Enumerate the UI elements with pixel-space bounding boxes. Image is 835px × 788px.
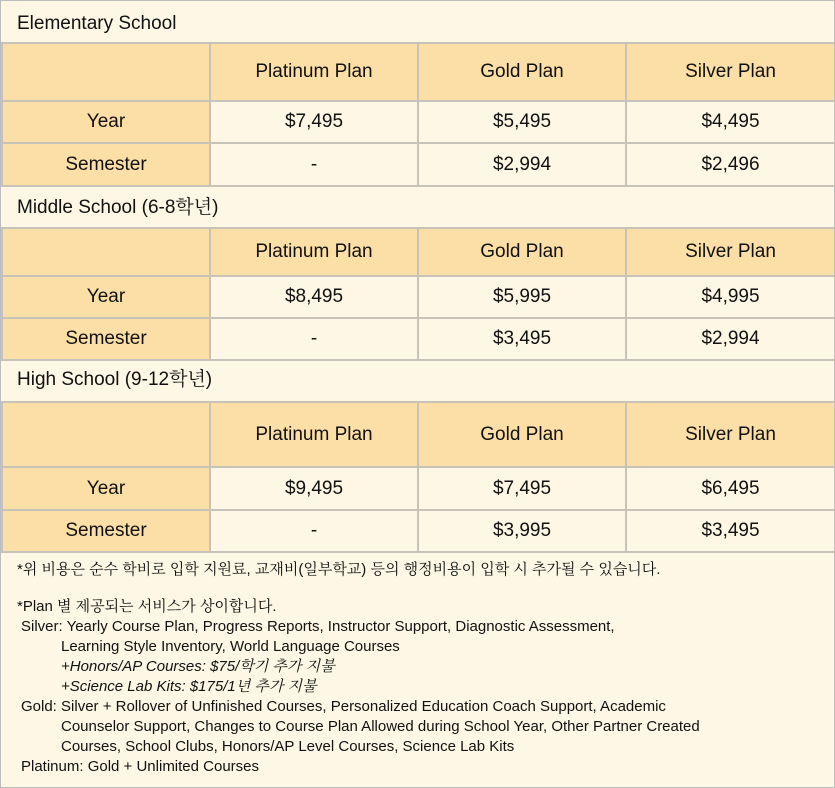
table-row	[2, 318, 835, 360]
header-cell-platinum: Platinum Plan	[210, 402, 418, 467]
price-cell-silver: $2,496	[626, 143, 835, 186]
section-title-middle: Middle School (6-8학년)	[17, 197, 219, 218]
pricing-table-high	[1, 401, 835, 553]
price-cell-gold: $5,995	[418, 276, 626, 318]
silver-description-cont: Learning Style Inventory, World Language Courses	[61, 638, 400, 655]
table-row	[2, 143, 835, 186]
row-label: Year	[2, 276, 210, 318]
price-cell-gold: $2,994	[418, 143, 626, 186]
price-cell-silver: $6,495	[626, 467, 835, 510]
price-cell-silver: $4,995	[626, 276, 835, 318]
price-cell-platinum: $7,495	[210, 101, 418, 143]
table-row	[2, 101, 835, 143]
section-title-elementary: Elementary School	[17, 13, 177, 34]
plan-note: *Plan 별 제공되는 서비스가 상이합니다.	[17, 598, 277, 615]
table-row	[2, 276, 835, 318]
header-cell-silver: Silver Plan	[626, 228, 835, 276]
header-cell-gold: Gold Plan	[418, 43, 626, 101]
pricing-table-elementary	[1, 42, 835, 187]
header-cell-platinum: Platinum Plan	[210, 228, 418, 276]
row-label: Year	[2, 467, 210, 510]
silver-addon-honors: +Honors/AP Courses: $75/학기 추가 지불	[61, 658, 335, 675]
header-cell-silver: Silver Plan	[626, 402, 835, 467]
header-cell-gold: Gold Plan	[418, 228, 626, 276]
price-cell-platinum: $8,495	[210, 276, 418, 318]
price-cell-silver: $4,495	[626, 101, 835, 143]
row-label: Semester	[2, 143, 210, 186]
silver-description: Silver: Yearly Course Plan, Progress Reports, Instructor Support, Diagnostic Assessment,	[21, 618, 615, 635]
gold-description-cont: Counselor Support, Changes to Course Plan Allowed during School Year, Other Partner Created	[61, 718, 700, 735]
pricing-table-middle	[1, 227, 835, 361]
row-label: Year	[2, 101, 210, 143]
price-cell-silver: $3,495	[626, 510, 835, 552]
header-cell-empty	[2, 43, 210, 101]
platinum-description: Platinum: Gold + Unlimited Courses	[21, 758, 260, 775]
header-cell-empty	[2, 228, 210, 276]
price-cell-platinum: -	[210, 143, 418, 186]
table-row	[2, 510, 835, 552]
section-title-high: High School (9-12학년)	[17, 369, 213, 390]
header-cell-platinum: Platinum Plan	[210, 43, 418, 101]
price-cell-gold: $5,495	[418, 101, 626, 143]
row-label: Semester	[2, 510, 210, 552]
silver-addon-lab-kits: +Science Lab Kits: $175/1년 추가 지불	[61, 678, 317, 695]
gold-description: Gold: Silver + Rollover of Unfinished Courses, Personalized Education Coach Support, Academic	[21, 698, 666, 715]
price-cell-silver: $2,994	[626, 318, 835, 360]
price-cell-gold: $3,495	[418, 318, 626, 360]
price-cell-gold: $3,995	[418, 510, 626, 552]
price-cell-platinum: -	[210, 318, 418, 360]
table-row	[2, 467, 835, 510]
row-label: Semester	[2, 318, 210, 360]
table-header-row	[2, 228, 835, 276]
footnotes	[17, 560, 827, 777]
price-cell-platinum: $9,495	[210, 467, 418, 510]
price-cell-platinum: -	[210, 510, 418, 552]
gold-description-cont: Courses, School Clubs, Honors/AP Level Courses, Science Lab Kits	[61, 738, 515, 755]
table-header-row	[2, 402, 835, 467]
fee-note: *위 비용은 순수 학비로 입학 지원료, 교재비(일부학교) 등의 행정비용이 입학 시 추가될 수 있습니다.	[17, 561, 661, 578]
table-header-row	[2, 43, 835, 101]
header-cell-silver: Silver Plan	[626, 43, 835, 101]
price-cell-gold: $7,495	[418, 467, 626, 510]
header-cell-gold: Gold Plan	[418, 402, 626, 467]
header-cell-empty	[2, 402, 210, 467]
